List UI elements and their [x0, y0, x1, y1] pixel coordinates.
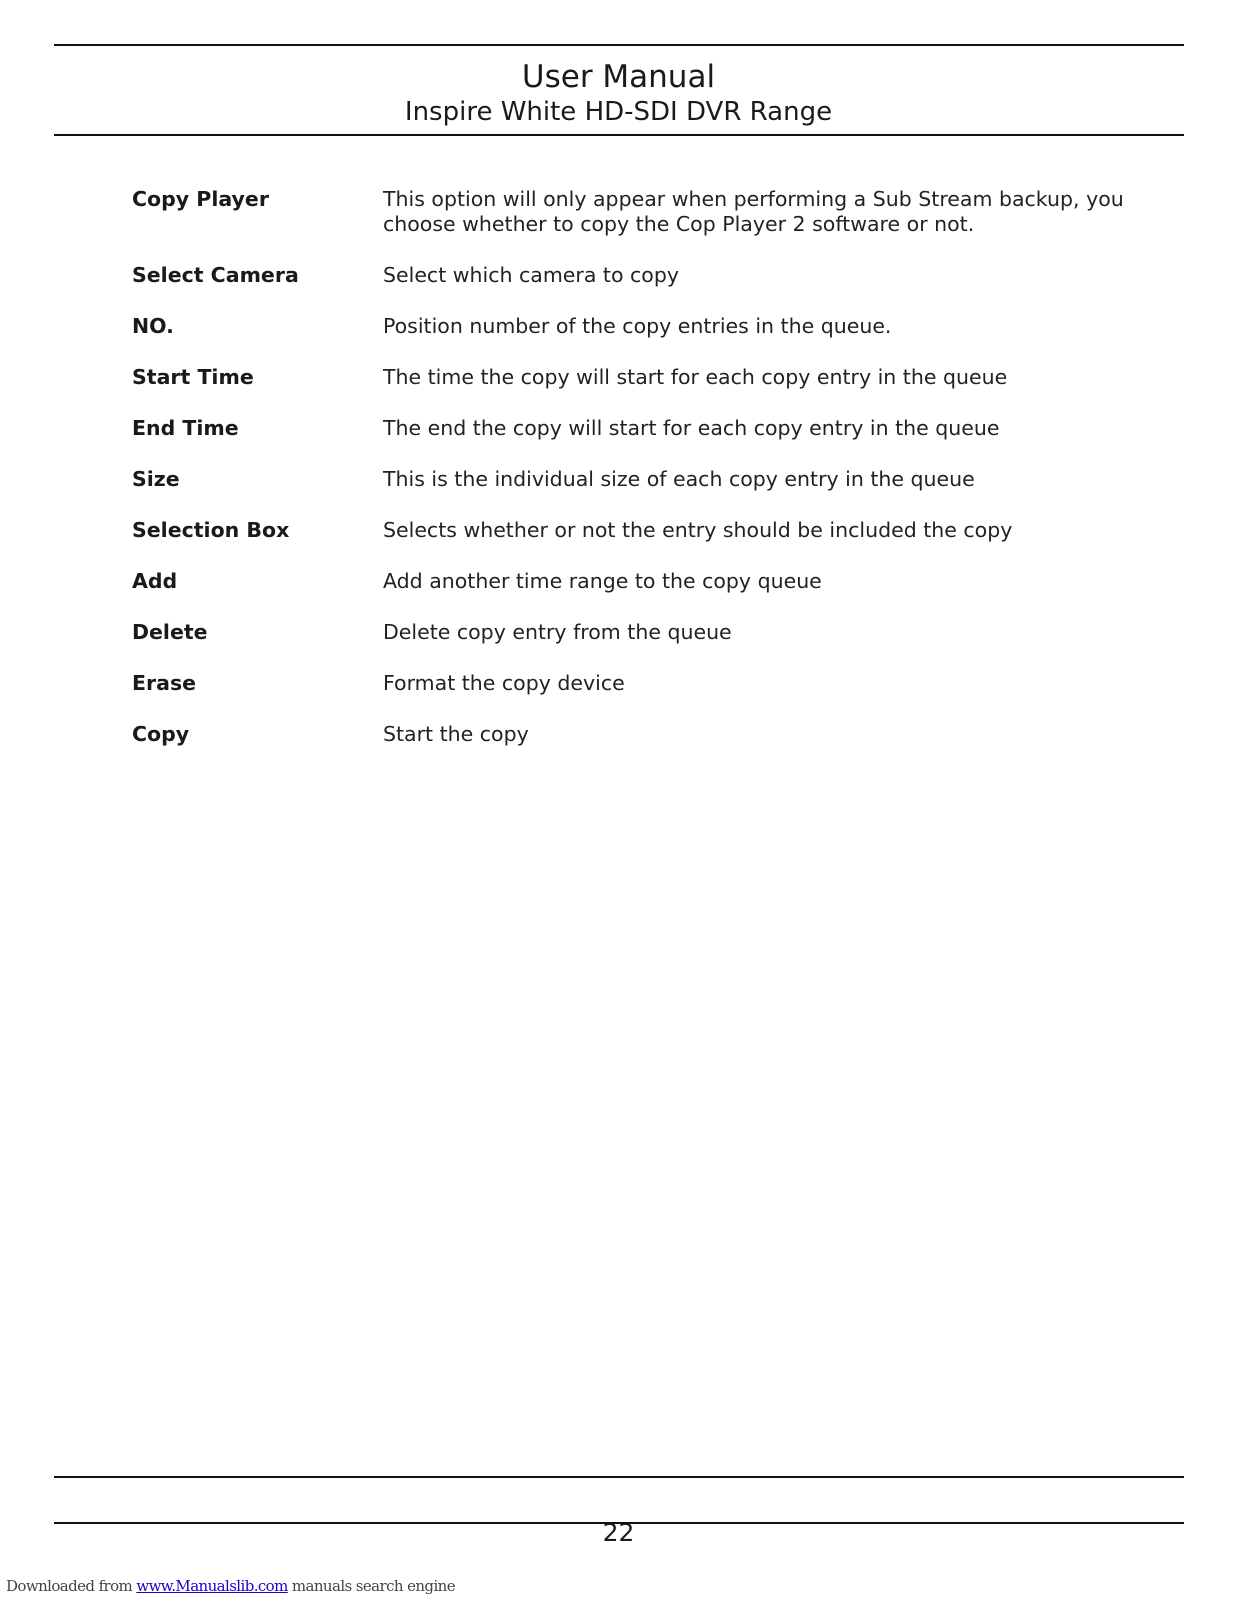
term: Copy Player	[132, 187, 269, 211]
download-prefix: Downloaded from	[6, 1577, 137, 1595]
entry-start-time	[132, 365, 1132, 390]
header-top-rule	[54, 44, 1184, 46]
description: This option will only appear when performing a Sub Stream backup, you choose whether to copy the Cop Player 2 software or not.	[383, 187, 1124, 236]
header-bottom-rule	[54, 134, 1184, 136]
manualslib-link[interactable]: www.Manualslib.com	[136, 1577, 288, 1595]
entry-selection-box	[132, 518, 1132, 543]
description: Position number of the copy entries in the queue.	[383, 314, 892, 338]
description: Add another time range to the copy queue	[383, 569, 822, 593]
definition-list	[132, 187, 1132, 773]
entry-no	[132, 314, 1132, 339]
entry-copy-player	[132, 187, 1132, 237]
description: Delete copy entry from the queue	[383, 620, 732, 644]
entry-delete	[132, 620, 1132, 645]
description: Selects whether or not the entry should be included the copy	[383, 518, 1013, 542]
description: Start the copy	[383, 722, 529, 746]
footer-top-rule	[54, 1476, 1184, 1478]
entry-end-time	[132, 416, 1132, 441]
download-source-note	[6, 1577, 455, 1595]
description: The time the copy will start for each copy entry in the queue	[383, 365, 1008, 389]
entry-copy	[132, 722, 1132, 747]
term: Delete	[132, 620, 208, 644]
term: NO.	[132, 314, 174, 338]
manual-title: User Manual	[521, 59, 716, 95]
term: Start Time	[132, 365, 254, 389]
description: The end the copy will start for each copy entry in the queue	[383, 416, 1000, 440]
term: Erase	[132, 671, 197, 695]
page-number: 22	[602, 1518, 635, 1547]
description: Format the copy device	[383, 671, 625, 695]
manual-subtitle: Inspire White HD-SDI DVR Range	[404, 97, 833, 127]
footer-bottom-rule	[54, 1522, 1184, 1524]
term: Add	[132, 569, 178, 593]
term: End Time	[132, 416, 239, 440]
entry-add	[132, 569, 1132, 594]
description: Select which camera to copy	[383, 263, 679, 287]
entry-select-camera	[132, 263, 1132, 288]
term: Select Camera	[132, 263, 299, 287]
term: Size	[132, 467, 180, 491]
term: Copy	[132, 722, 190, 746]
term: Selection Box	[132, 518, 290, 542]
entry-size	[132, 467, 1132, 492]
entry-erase	[132, 671, 1132, 696]
description: This is the individual size of each copy entry in the queue	[383, 467, 975, 491]
download-suffix: manuals search engine	[287, 1577, 455, 1595]
